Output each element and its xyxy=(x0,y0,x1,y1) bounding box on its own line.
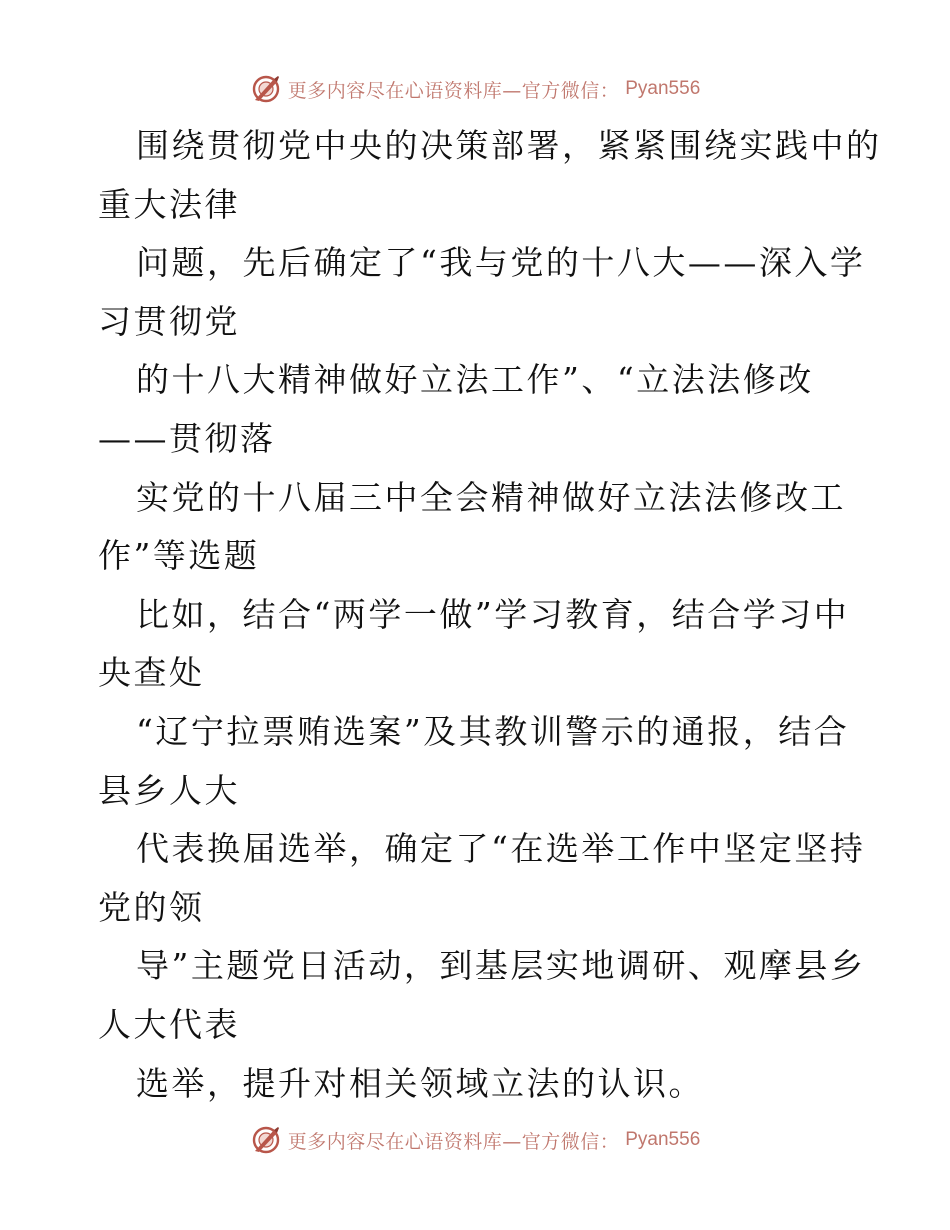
text-line: 导”主题党日活动，到基层实地调研、观摩县乡 xyxy=(136,946,866,986)
text-line: 央查处 xyxy=(98,653,205,693)
text-line: 问题，先后确定了“我与党的十八大——深入学 xyxy=(136,243,866,283)
watermark-text: 更多内容尽在心语资料库—官方微信： xyxy=(287,79,620,102)
text-line: 实党的十八届三中全会精神做好立法法修改工 xyxy=(136,477,846,517)
watermark-wechat-id: Pyan556 xyxy=(625,78,701,99)
header-watermark xyxy=(0,72,950,106)
text-line: ——贯彻落 xyxy=(98,418,276,458)
text-line: 选举，提升对相关领域立法的认识。 xyxy=(136,1063,704,1103)
text-line: 党的领 xyxy=(98,887,205,927)
text-line: 县乡人大 xyxy=(98,770,240,810)
text-line: 围绕贯彻党中央的决策部署，紧紧围绕实践中的 xyxy=(136,126,882,165)
text-line: 的十八大精神做好立法工作”、“立法法修改 xyxy=(136,360,814,400)
watermark-text: 更多内容尽在心语资料库—官方微信： xyxy=(287,1130,620,1153)
text-line: 人大代表 xyxy=(98,1004,240,1044)
document-body xyxy=(98,117,882,1113)
text-line: 比如，结合“两学一做”学习教育，结合学习中 xyxy=(136,594,850,634)
text-line: 作”等选题 xyxy=(98,536,260,576)
quill-logo-icon xyxy=(250,1124,282,1156)
quill-logo-icon xyxy=(250,73,282,105)
watermark-wechat-id: Pyan556 xyxy=(625,1129,701,1150)
text-line: 习贯彻党 xyxy=(98,301,240,341)
footer-watermark xyxy=(0,1123,950,1157)
text-line: “辽宁拉票贿选案”及其教训警示的通报，结合 xyxy=(136,711,850,751)
text-line: 重大法律 xyxy=(98,184,240,224)
text-line: 代表换届选举，确定了“在选举工作中坚定坚持 xyxy=(136,829,866,869)
